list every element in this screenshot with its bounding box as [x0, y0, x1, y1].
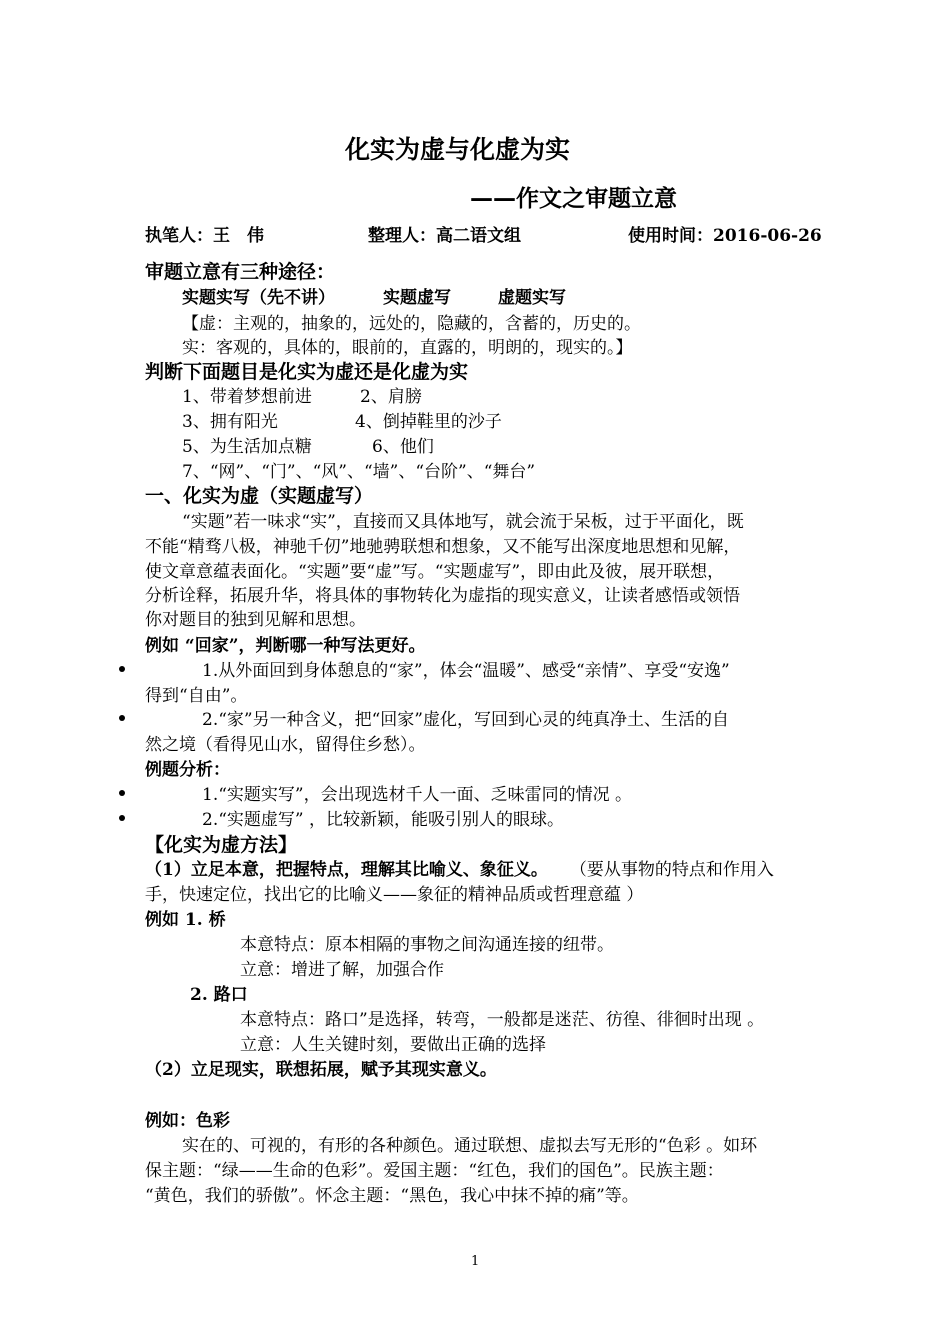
analysis-item: 2.“实题虚写” ，比较新颖，能吸引别人的眼球。	[202, 810, 565, 830]
example3-para-line: 实在的、可视的，有形的各种颜色。通过联想、虚拟去写无形的“色彩 。如环	[182, 1136, 758, 1156]
example-item-line: 得到“自由”。	[145, 686, 248, 706]
shi-definition: 实：客观的，具体的，眼前的，直露的，明朗的，现实的。】	[182, 338, 633, 358]
section1-para-line: 分析诠释，拓展升华，将具体的事物转化为虚指的现实意义，让读者感悟或领悟	[145, 586, 740, 606]
section1-para-line: “实题”若一味求“实”，直接而又具体地写，就会流于呆板，过于平面化，既	[182, 512, 744, 532]
meta-editor: 整理人：高二语文组	[368, 226, 521, 246]
way-item: 实题虚写	[383, 288, 451, 308]
judge-item: 4、倒掉鞋里的沙子	[355, 412, 502, 432]
example-label: 例如 “回家”，判断哪一种写法更好。	[145, 636, 426, 656]
judge-item: 5、为生活加点糖	[182, 437, 312, 457]
section1-heading: 一、化实为虚（实题虚写）	[145, 485, 374, 507]
example2-feature: 本意特点：路口”是选择，转弯，一般都是迷茫、彷徨、徘徊时出现 。	[240, 1010, 765, 1030]
judge-item: 2、肩膀	[360, 387, 422, 407]
example1-idea: 立意：增进了解，加强合作	[240, 960, 444, 980]
analysis-item: 1.“实题实写”，会出现选材千人一面、乏味雷同的情况 。	[202, 785, 633, 805]
example2-label: 2. 路口	[190, 985, 248, 1005]
bullet	[119, 815, 125, 821]
doc-subtitle: ——作文之审题立意	[470, 186, 677, 212]
example-item-line: 1.从外面回到身体憩息的“家”，体会“温暖”、感受“亲情”、享受“安逸”	[202, 661, 730, 681]
judge-item: 6、他们	[372, 437, 434, 457]
example-item-line: 2.“家”另一种含义，把“回家”虚化，写回到心灵的纯真净土、生活的自	[202, 710, 729, 730]
method1-note: （要从事物的特点和作用入	[569, 860, 774, 880]
example1-feature: 本意特点：原本相隔的事物之间沟通连接的纽带。	[240, 935, 614, 955]
method2-title: （2）立足现实，联想拓展，赋予其现实意义。	[145, 1060, 497, 1080]
example3-label: 例如：色彩	[145, 1111, 230, 1131]
method1-cont: 手，快速定位，找出它的比喻义——象征的精神品质或哲理意蕴 ）	[145, 885, 644, 905]
example3-para-line: “黄色，我们的骄傲”。怀念主题：“黑色，我心中抹不掉的痛”等。	[145, 1186, 639, 1206]
bullet	[119, 790, 125, 796]
meta-date: 使用时间：2016-06-26	[628, 226, 822, 246]
meta-author: 执笔人：王 伟	[145, 226, 264, 246]
section1-para-line: 使文章意蕴表面化。“实题”要“虚”写。“实题虚写”，即由此及彼，展开联想，	[145, 562, 725, 582]
intro-heading: 审题立意有三种途径：	[145, 261, 336, 283]
example1-label: 例如 1. 桥	[145, 910, 226, 930]
judge-item: 1、带着梦想前进	[182, 387, 312, 407]
bullet	[119, 715, 125, 721]
judge-heading: 判断下面题目是化实为虚还是化虚为实	[145, 361, 469, 383]
method1-title: （1）立足本意，把握特点，理解其比喻义、象征义。	[145, 860, 548, 880]
doc-title: 化实为虚与化虚为实	[345, 135, 571, 164]
analysis-label: 例题分析：	[145, 760, 230, 780]
example3-para-line: 保主题：“绿——生命的色彩”。爱国主题：“红色，我们的国色”。民族主题：	[145, 1161, 724, 1181]
way-item: 实题实写（先不讲）	[182, 288, 335, 308]
xu-definition: 【虚：主观的，抽象的，远处的，隐藏的，含蓄的，历史的。	[182, 314, 641, 334]
example-item-line: 然之境（看得见山水，留得住乡愁）。	[145, 735, 426, 755]
method1-line	[145, 858, 774, 882]
section1-para-line: 不能“精骛八极，神驰千仞”地驰骋联想和想象，又不能写出深度地思想和见解，	[145, 537, 741, 557]
methods-heading: 【化实为虚方法】	[145, 834, 298, 856]
judge-item: 7、“网”、“门”、“风”、“墙”、“台阶”、“舞台”	[182, 462, 536, 482]
judge-item: 3、拥有阳光	[182, 412, 278, 432]
page-number: 1	[471, 1254, 480, 1269]
section1-para-line: 你对题目的独到见解和思想。	[145, 610, 366, 630]
way-item: 虚题实写	[498, 288, 566, 308]
example2-idea: 立意：人生关键时刻，要做出正确的选择	[240, 1035, 546, 1055]
bullet	[119, 666, 125, 672]
